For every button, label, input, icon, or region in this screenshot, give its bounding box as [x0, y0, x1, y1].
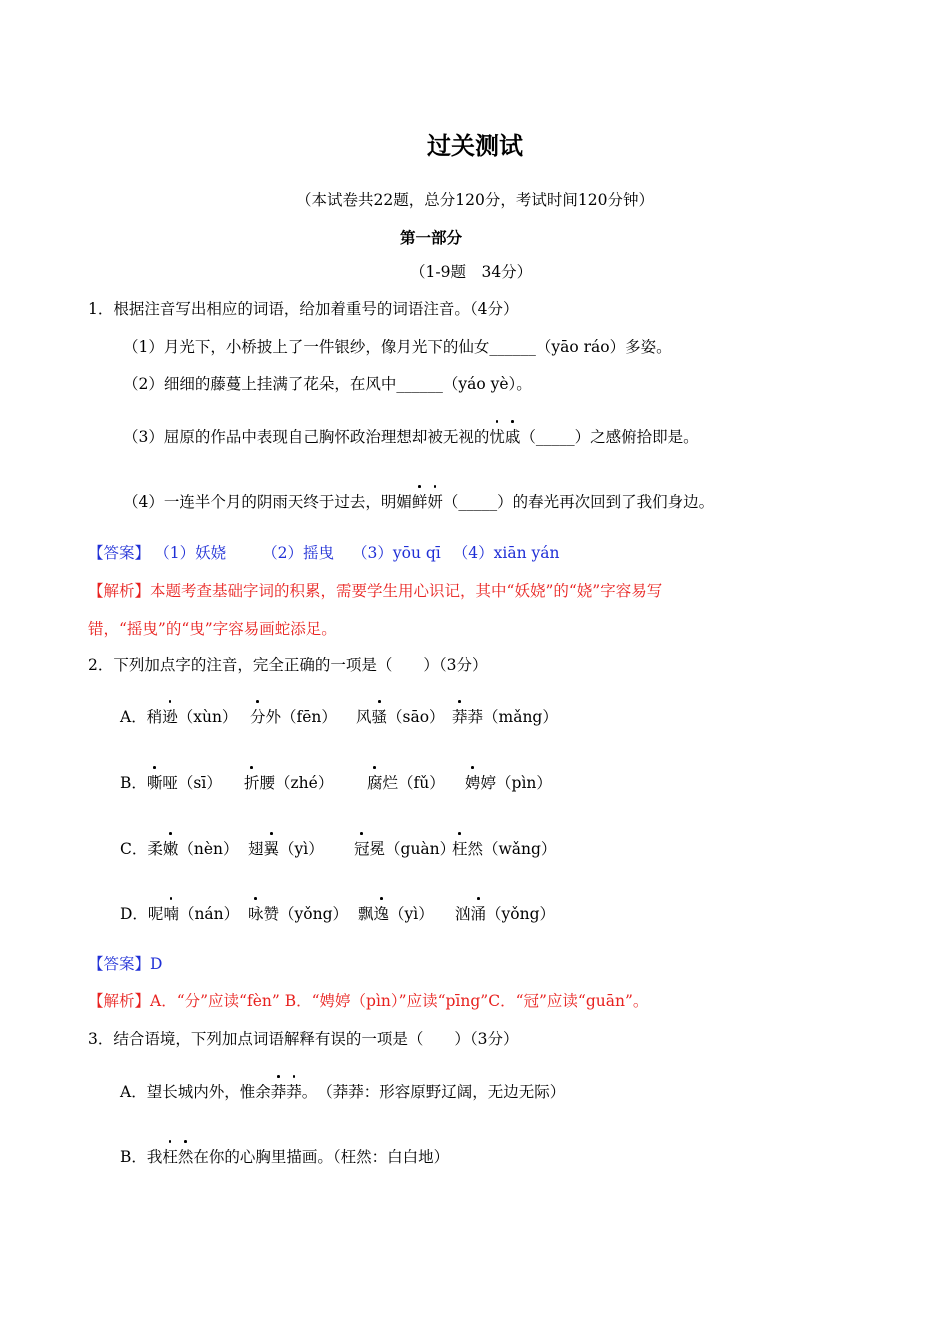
analysis-label: 【解析】 [88, 992, 151, 1010]
q1-analysis-line2: 错，“摇曳”的“曳”字容易画蛇添足。 [88, 620, 337, 638]
answer-label: 【答案】 [88, 544, 151, 562]
q1-answer: 【答案】 （1）妖娆 （2）摇曳 （3）yōu qī （4）xiān yán [88, 544, 560, 562]
q3-stem: 3．结合语境，下列加点词语解释有误的一项是（ ）（3分） [88, 1030, 519, 1048]
page-title: 过关测试 [427, 131, 523, 160]
part-range: （1-9题 34分） [410, 263, 533, 281]
part-heading: 第一部分 [400, 228, 463, 247]
q1-item-3: （3）屈原的作品中表现自己胸怀政治理想却被无视的忧戚（_____）之感俯拾即是。 [123, 428, 699, 446]
q1-item-2: （2）细细的藤蔓上挂满了花朵，在风中______（yáo yè）。 [123, 375, 532, 393]
q3-option-b: B．我枉然在你的心胸里描画。（枉然：白白地） [120, 1148, 450, 1166]
q2-analysis: 【解析】A．“分”应读“fèn” B．“娉婷（pìn）”应读“pīng”C．“冠”应读“guān”。 [88, 992, 649, 1010]
q1-item-1: （1）月光下，小桥披上了一件银纱，像月光下的仙女______（yāo ráo）多姿。 [123, 338, 672, 356]
q1-item-4: （4）一连半个月的阴雨天终于过去，明媚鲜妍（_____）的春光再次回到了我们身边。 [123, 493, 715, 511]
answer-label: 【答案】 [88, 955, 151, 973]
q2-answer: 【答案】D [88, 955, 163, 973]
q1-stem: 1．根据注音写出相应的词语，给加着重号的词语注音。（4分） [88, 300, 519, 318]
q1-analysis-line1: 【解析】本题考查基础字词的积累，需要学生用心识记，其中“妖娆”的“娆”字容易写 [88, 582, 663, 600]
exam-info: （本试卷共22题，总分120分，考试时间120分钟） [296, 191, 654, 209]
q2-stem: 2．下列加点字的注音，完全正确的一项是（ ）（3分） [88, 656, 488, 674]
q3-option-a: A．望长城内外，惟余莽莽。 （莽莽：形容原野辽阔，无边无际） [120, 1083, 566, 1101]
analysis-label: 【解析】 [88, 582, 151, 600]
